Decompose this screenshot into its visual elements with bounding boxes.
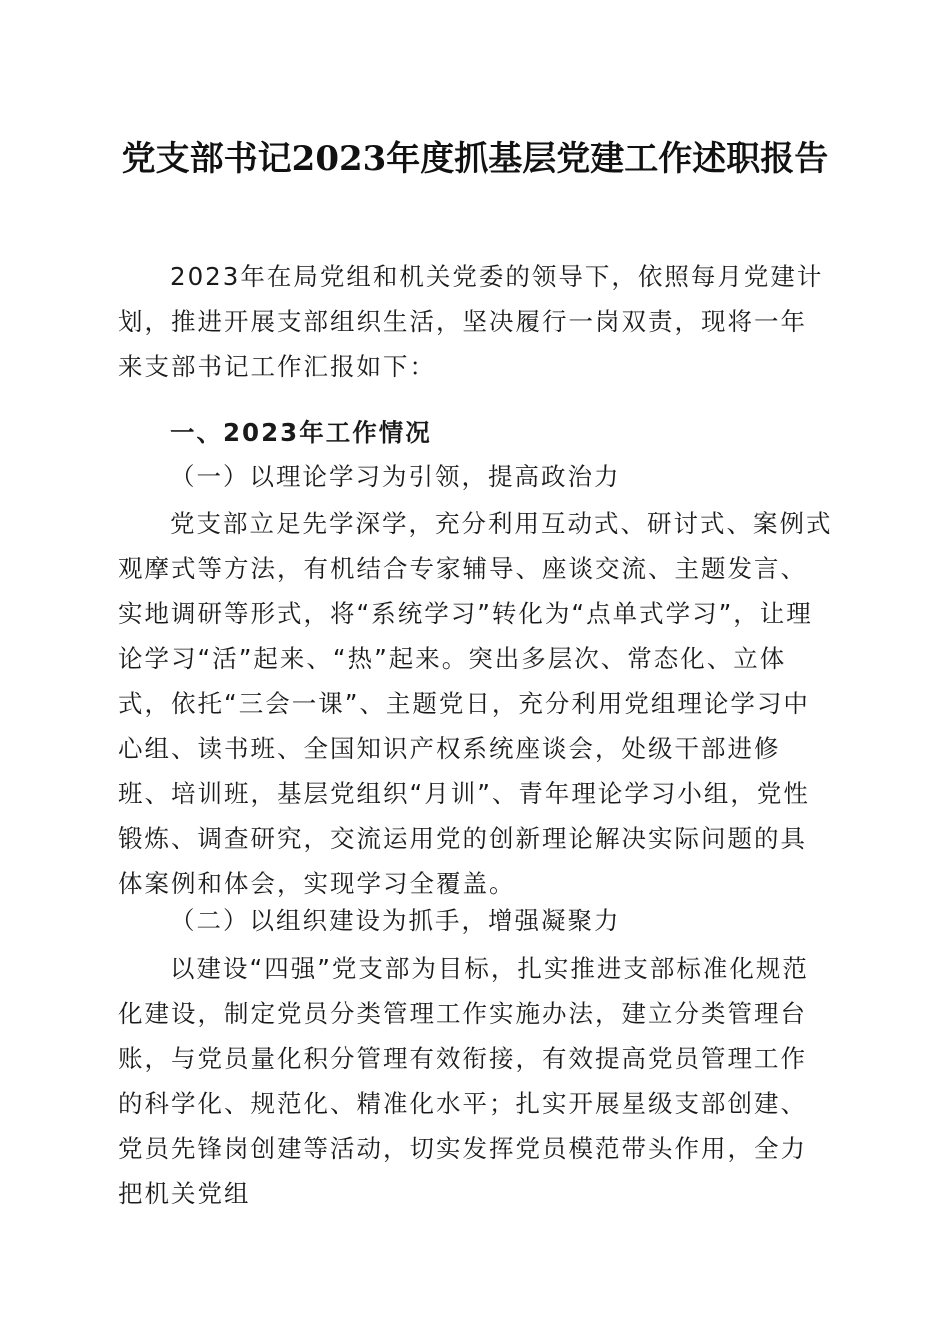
section-heading: 一、2023年工作情况 <box>170 418 432 447</box>
subsection-body-1: 党支部立足先学深学，充分利用互动式、研讨式、案例式观摩式等方法，有机结合专家辅导、座谈交流、主题发言、实地调研等形式，将“系统学习”转化为“点单式学习”，让理论学习“活”起来、“热”起来。突出多层次、常态化、立体式，依托“三会一课”、主题党日，充分利用党组理论学习中心组、读书班、全国知识产权系统座谈会，处级干部进修班、培训班，基层党组织“月训”、青年理论学习小组，党性锻炼、调查研究，交流运用党的创新理论解决实际问题的具体案例和体会，实现学习全覆盖。 <box>118 509 833 898</box>
subsection-heading-2: （二）以组织建设为抓手，增强凝聚力 <box>170 906 621 935</box>
subsection-body-2: 以建设“四强”党支部为目标，扎实推进支部标准化规范化建设，制定党员分类管理工作实施办法，建立分类管理台账，与党员量化积分管理有效衔接，有效提高党员管理工作的科学化、规范化、精准化水平；扎实开展星级支部创建、党员先锋岗创建等活动，切实发挥党员模范带头作用，全力把机关党组 <box>118 954 809 1208</box>
document-title: 党支部书记2023年度抓基层党建工作述职报告 <box>121 139 829 179</box>
intro-paragraph: 2023年在局党组和机关党委的领导下，依照每月党建计划，推进开展支部组织生活，坚决履行一岗双责，现将一年来支部书记工作汇报如下： <box>118 262 824 381</box>
subsection-heading-1: （一）以理论学习为引领，提高政治力 <box>170 462 621 491</box>
